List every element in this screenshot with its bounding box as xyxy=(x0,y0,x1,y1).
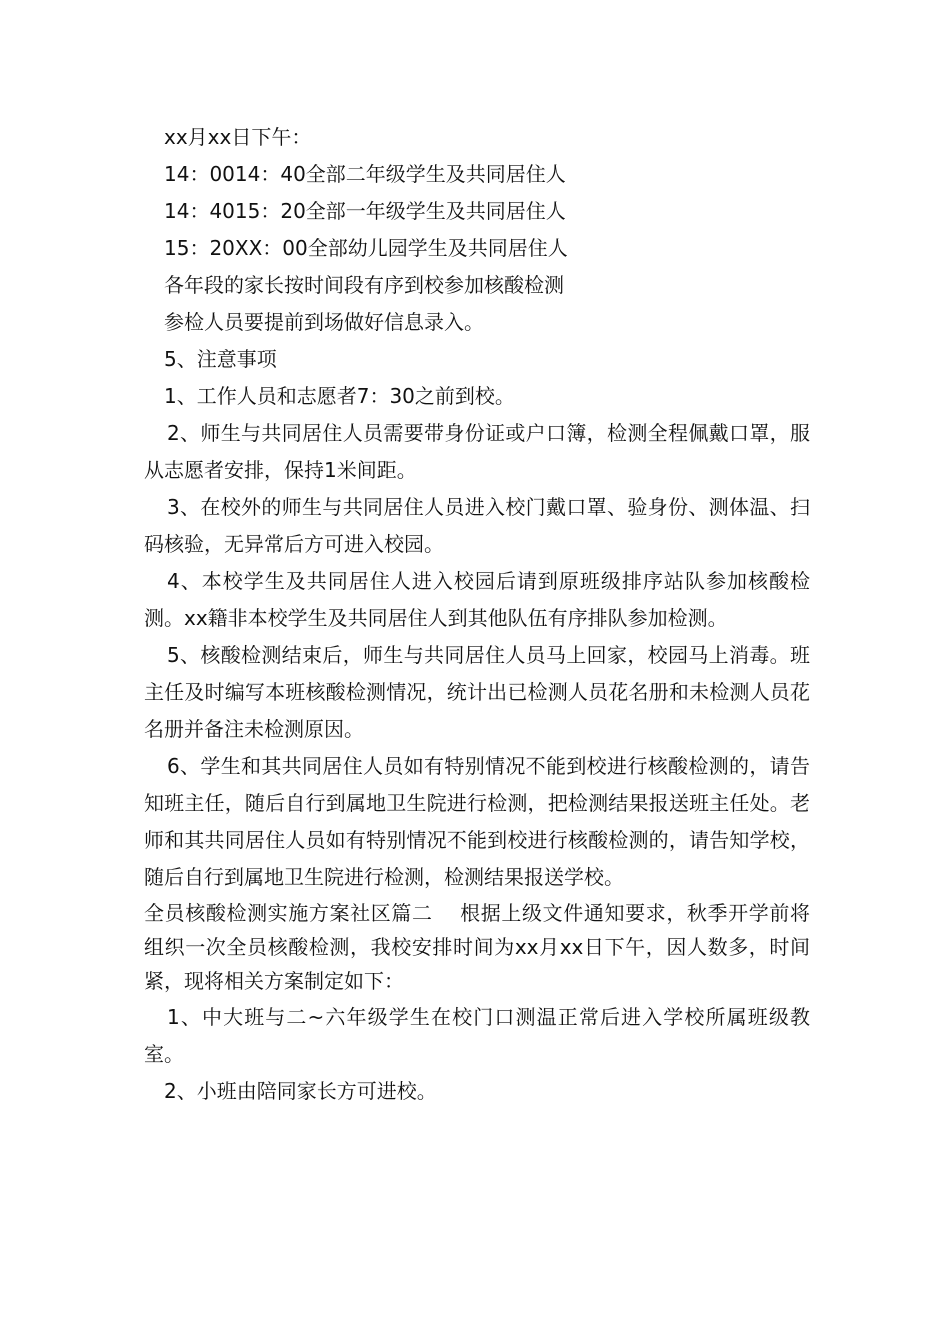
paragraph-part-two-intro: 全员核酸检测实施方案社区篇二 根据上级文件通知要求，秋季开学前将组织一次全员核酸检测，我校安排时间为xx月xx日下午，因人数多，时间紧，现将相关方案制定如下： xyxy=(144,901,810,993)
paragraph-part-two-item-1: 1、中大班与二~六年级学生在校门口测温正常后进入学校所属班级教室。 xyxy=(144,1005,810,1066)
paragraph-schedule-grade-two: 14：0014：40全部二年级学生及共同居住人 xyxy=(164,162,566,186)
paragraph-note-1: 1、工作人员和志愿者7：30之前到校。 xyxy=(164,384,515,408)
document-body xyxy=(144,119,810,1110)
section-heading-notes: 5、注意事项 xyxy=(164,347,277,371)
paragraph-parents-order: 各年段的家长按时间段有序到校参加核酸检测 xyxy=(164,273,564,297)
paragraph-note-5: 5、核酸检测结束后，师生与共同居住人员马上回家，校园马上消毒。班主任及时编写本班核酸检测情况，统计出已检测人员花名册和未检测人员花名册并备注未检测原因。 xyxy=(144,643,810,741)
paragraph-date: xx月xx日下午： xyxy=(164,125,312,149)
paragraph-note-2: 2、师生与共同居住人员需要带身份证或户口簿，检测全程佩戴口罩，服从志愿者安排，保持1米间距。 xyxy=(144,421,810,482)
paragraph-schedule-kindergarten: 15：20XX：00全部幼儿园学生及共同居住人 xyxy=(164,236,568,260)
paragraph-note-6: 6、学生和其共同居住人员如有特别情况不能到校进行核酸检测的，请告知班主任，随后自行到属地卫生院进行检测，把检测结果报送班主任处。老师和其共同居住人员如有特别情况不能到校进行核酸检测的，请告知学校，随后自行到属地卫生院进行检测，检测结果报送学校。 xyxy=(144,754,810,889)
paragraph-info-entry: 参检人员要提前到场做好信息录入。 xyxy=(164,310,484,334)
paragraph-note-3: 3、在校外的师生与共同居住人员进入校门戴口罩、验身份、测体温、扫码核验，无异常后方可进入校园。 xyxy=(144,495,810,556)
paragraph-note-4: 4、本校学生及共同居住人进入校园后请到原班级排序站队参加核酸检测。xx籍非本校学生及共同居住人到其他队伍有序排队参加检测。 xyxy=(144,569,810,630)
paragraph-part-two-item-2: 2、小班由陪同家长方可进校。 xyxy=(164,1079,437,1103)
paragraph-schedule-grade-one: 14：4015：20全部一年级学生及共同居住人 xyxy=(164,199,566,223)
